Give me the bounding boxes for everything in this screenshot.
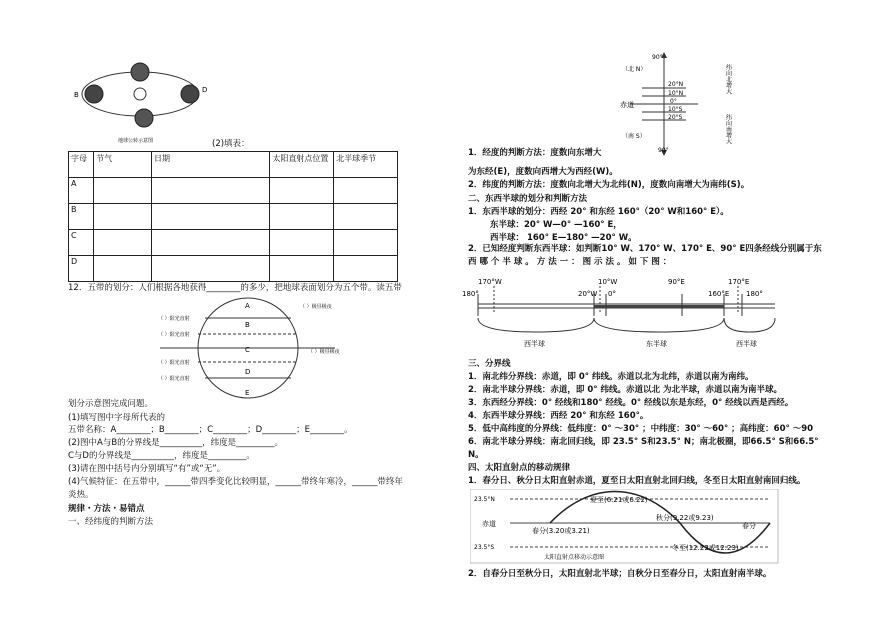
right-item: 三、分界线 bbox=[468, 359, 511, 369]
zone-left-label: （ ）阳光直射 bbox=[158, 376, 190, 382]
lon-top-label: 10°W bbox=[598, 278, 618, 286]
table-header: 字母 bbox=[69, 152, 94, 178]
season-table bbox=[68, 151, 398, 282]
sun-lat-label: 赤道 bbox=[482, 520, 496, 528]
sun-movement-diagram bbox=[470, 489, 780, 565]
q12-item: (4)气候特征：在五带中，______带四季变化比较明显，______带终年寒冷，______带终年 bbox=[68, 477, 404, 487]
lat-equator: 赤道 bbox=[620, 101, 634, 109]
zone-letter-e: E bbox=[245, 389, 250, 397]
row-label: D bbox=[69, 256, 94, 282]
lat-top: 90° bbox=[652, 54, 663, 61]
right-item: 1．春分日、秋分日太阳直射赤道，夏至日太阳直射北回归线，冬至日太阳直射南回归线。 bbox=[468, 476, 806, 486]
q12-item: (2)图中A与B的分界线是__________，纬度是_________。 bbox=[68, 438, 283, 448]
sun-point-label: 春分(3.20或3.21) bbox=[532, 527, 590, 535]
earth-orbit-diagram bbox=[68, 62, 218, 152]
lat-tick: 20°N bbox=[668, 81, 684, 88]
zone-left-label: （ ）阳光直射 bbox=[158, 360, 190, 366]
orbit-label-d: D bbox=[202, 86, 208, 94]
q12-item: 炎热。 bbox=[68, 490, 94, 500]
zone-right-label: （ ）极昼极夜 bbox=[300, 304, 332, 310]
lon-bracket-label: 东半球 bbox=[646, 340, 667, 348]
right-item: 2．已知经度判断东西半球：如判断10° W、170° W、170° E、90° E四条经线分别属于东 bbox=[468, 244, 822, 254]
lon-bottom-label: 180° bbox=[462, 290, 479, 298]
lat-tick: 10°N bbox=[668, 90, 684, 97]
lon-bottom-label: 160°E bbox=[708, 290, 730, 298]
lon-bottom-label: 20°W bbox=[578, 290, 598, 298]
right-item: 2．南北半球分界线：赤道，即 0° 纬线。赤道以北 为北半球，赤道以南为南半球。 bbox=[468, 385, 782, 395]
lat-side-bottom: 纬向南增大 bbox=[724, 114, 732, 144]
latitude-diagram bbox=[600, 50, 760, 158]
right-item: 1．经度的判断方法：度数向东增大 bbox=[468, 148, 602, 158]
table-row bbox=[69, 256, 398, 282]
lat-tick: 10°S bbox=[668, 106, 683, 113]
right-item: N。 bbox=[468, 450, 484, 460]
q12-item: 五带名称：A________；B________；C________；D________；E________。 bbox=[68, 425, 353, 435]
lat-north: （北 N） bbox=[622, 66, 647, 73]
q12-line2: 划分示意图完成问题。 bbox=[68, 399, 154, 409]
right-item: 四、太阳直射点的移动规律 bbox=[468, 463, 571, 473]
zone-letter-b: B bbox=[245, 321, 250, 329]
lon-top-label: 90°E bbox=[668, 278, 685, 286]
q12-item: C与D的分界线是__________，纬度是_________。 bbox=[68, 451, 255, 461]
fill-table-heading: (2)填表： bbox=[212, 139, 250, 149]
right-item: 为东经(E)，度数向西增大为西经(W)。 bbox=[468, 167, 618, 177]
right-item: 东半球：20° W—0° —160° E， bbox=[490, 220, 622, 230]
right-item: 2．纬度的判断方法：度数向北增大为北纬(N)，度数向南增大为南纬(S)。 bbox=[468, 180, 750, 190]
lon-bracket-label: 西半球 bbox=[524, 340, 545, 348]
orbit-caption: 地球公转示意图 bbox=[118, 138, 154, 144]
table-row bbox=[69, 230, 398, 256]
lat-side-top: 纬向北增大 bbox=[724, 64, 732, 94]
q12-item: (1)填写图中字母所代表的 bbox=[68, 413, 166, 423]
lat-tick: 0° bbox=[670, 98, 677, 105]
q12-item: (3)请在图中括号内分别填写“有”或“无”。 bbox=[68, 464, 226, 474]
zone-letter-c: C bbox=[245, 346, 250, 354]
lon-top-label: 170°W bbox=[478, 278, 502, 286]
right-item: 2．自春分日至秋分日，太阳直射北半球；自秋分日至春分日，太阳直射南半球。 bbox=[468, 569, 772, 579]
right-item: 5．低中高纬度的分界线：低纬度：0° ～30° ；中纬度：30° ～60° ；高纬度：60° ～90 bbox=[468, 424, 814, 434]
zone-right-label: （ ）极昼极夜 bbox=[308, 349, 340, 355]
lon-bracket-label: 西半球 bbox=[736, 340, 757, 348]
lat-bottom: 90° bbox=[658, 147, 669, 154]
sun-point-label: 夏至(6.21或6.22) bbox=[590, 496, 648, 504]
right-item: 4．东西半球分界线：西经 20° 和东经 160°。 bbox=[468, 411, 649, 421]
sun-point-label: 春分 bbox=[742, 522, 756, 530]
right-item: 1．东西半球的划分：西经 20° 和东经 160°（20° W和160° E）。 bbox=[468, 207, 729, 217]
sun-caption: 太阳直射点移动示意图 bbox=[544, 554, 605, 561]
table-header: 太阳直射点位置 bbox=[270, 152, 334, 178]
sun-lat-label: 23.5°N bbox=[474, 496, 495, 503]
zone-letter-a: A bbox=[245, 302, 250, 310]
right-item: 6．南北半球分界线：南北回归线，即 23.5° S和23.5° N；南北极圈，即66.5° S和66.5° bbox=[468, 437, 819, 447]
lon-top-label: 170°E bbox=[728, 278, 750, 286]
right-item: 3．东西经分界线：0° 经线和180° 经线。0° 经线以东是东经，0° 经线以西是西经。 bbox=[468, 398, 794, 408]
lat-south: （南 S） bbox=[622, 133, 646, 140]
right-item: 1．南北纬分界线：赤道，即 0° 纬线。赤道以北为北纬，赤道以南为南纬。 bbox=[468, 372, 754, 382]
right-item: 西 哪 个 半 球 。 方 法 一 ： 图 示 法 。 如 下 图 ： bbox=[468, 257, 672, 267]
table-row bbox=[69, 204, 398, 230]
right-item: 西半球： 160° E—180° —20° W。 bbox=[490, 233, 637, 243]
five-zones-diagram bbox=[150, 296, 360, 400]
right-item: 二、东西半球的划分和判断方法 bbox=[468, 194, 588, 204]
sun-lat-label: 23.5°S bbox=[474, 544, 495, 551]
table-header: 节气 bbox=[94, 152, 152, 178]
zone-left-label: （ ）阳光直射 bbox=[158, 332, 190, 338]
lon-bottom-label: 0° bbox=[608, 290, 616, 298]
lat-tick: 20°S bbox=[668, 114, 683, 121]
sun-point-label: 秋分(9.22或9.23) bbox=[656, 514, 714, 522]
section-title: 规律・方法・易错点 bbox=[68, 504, 145, 514]
row-label: C bbox=[69, 230, 94, 256]
row-label: B bbox=[69, 204, 94, 230]
zone-letter-d: D bbox=[245, 368, 251, 376]
table-header: 北半球季节 bbox=[334, 152, 398, 178]
row-label: A bbox=[69, 178, 94, 204]
table-header: 日期 bbox=[151, 152, 269, 178]
zone-left-label: （ ）阳光直射 bbox=[158, 316, 190, 322]
section-subtitle: 一、经纬度的判断方法 bbox=[68, 517, 154, 527]
q12-line1: 12．五带的划分：人们根据各地获得________的多少，把地球表面划分为五个带。读五带 bbox=[68, 283, 402, 293]
lon-bottom-label: 180° bbox=[746, 290, 763, 298]
longitude-diagram bbox=[460, 272, 790, 354]
table-row bbox=[69, 178, 398, 204]
orbit-label-b: B bbox=[74, 91, 79, 99]
sun-point-label: 冬至(12.22或12.23) bbox=[672, 544, 739, 552]
